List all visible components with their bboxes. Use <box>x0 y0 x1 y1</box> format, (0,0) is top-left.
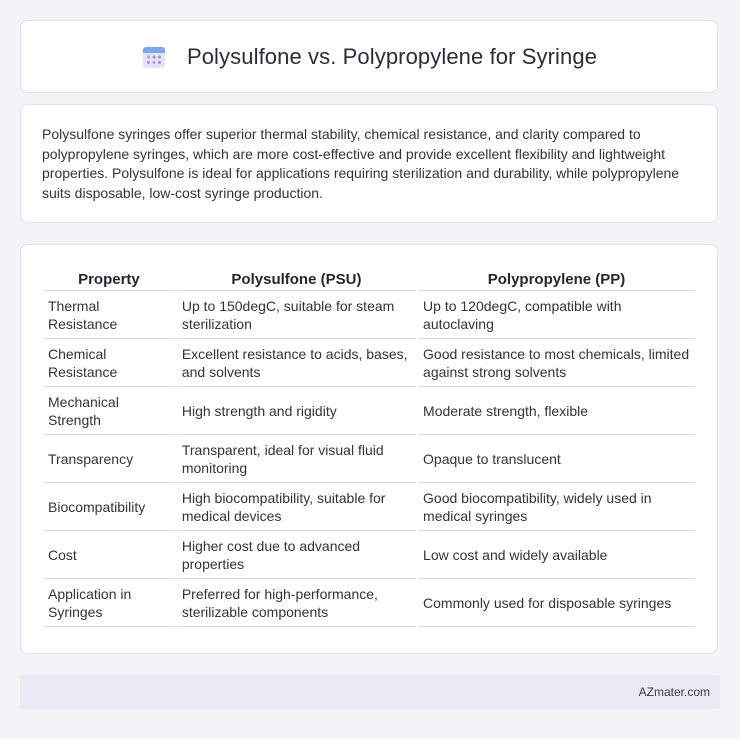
psu-cell: Preferred for high-performance, sterilizable components <box>177 579 416 627</box>
comparison-table <box>41 267 697 627</box>
table-header-row <box>43 267 695 291</box>
property-cell: Cost <box>43 531 175 579</box>
table-row <box>43 435 695 483</box>
psu-cell: High biocompatibility, suitable for medical devices <box>177 483 416 531</box>
property-cell: Mechanical Strength <box>43 387 175 435</box>
pp-cell: Moderate strength, flexible <box>418 387 695 435</box>
comparison-card <box>20 244 718 654</box>
psu-cell: Excellent resistance to acids, bases, and solvents <box>177 339 416 387</box>
table-row <box>43 339 695 387</box>
column-header: Polypropylene (PP) <box>418 267 695 291</box>
pp-cell: Good biocompatibility, widely used in medical syringes <box>418 483 695 531</box>
column-header: Property <box>43 267 175 291</box>
psu-cell: Transparent, ideal for visual fluid monitoring <box>177 435 416 483</box>
pp-cell: Up to 120degC, compatible with autoclaving <box>418 291 695 339</box>
psu-cell: Higher cost due to advanced properties <box>177 531 416 579</box>
table-row <box>43 531 695 579</box>
pp-cell: Low cost and widely available <box>418 531 695 579</box>
pp-cell: Good resistance to most chemicals, limited against strong solvents <box>418 339 695 387</box>
table-row <box>43 483 695 531</box>
table-row <box>43 291 695 339</box>
property-cell: Transparency <box>43 435 175 483</box>
summary-card <box>20 104 718 223</box>
property-cell: Biocompatibility <box>43 483 175 531</box>
pp-cell: Commonly used for disposable syringes <box>418 579 695 627</box>
psu-cell: Up to 150degC, suitable for steam sterilization <box>177 291 416 339</box>
column-header: Polysulfone (PSU) <box>177 267 416 291</box>
page-title: Polysulfone vs. Polypropylene for Syringe <box>186 43 598 69</box>
psu-cell: High strength and rigidity <box>177 387 416 435</box>
footer-bar <box>20 675 720 709</box>
property-cell: Thermal Resistance <box>43 291 175 339</box>
summary-text: Polysulfone syringes offer superior thermal stability, chemical resistance, and clarity compared to polypropylene syringes, which are more cost-effective and provide excellent flexibility and lightweight properties. Polysulfone is ideal for applications requiring sterilization and durability, while polypropylene suits disposable, low-cost syringe production. <box>42 126 680 201</box>
property-cell: Application in Syringes <box>43 579 175 627</box>
table-row <box>43 387 695 435</box>
pp-cell: Opaque to translucent <box>418 435 695 483</box>
footer-brand-link[interactable]: AZmater.com <box>638 685 710 699</box>
table-row <box>43 579 695 627</box>
title-card <box>20 20 718 93</box>
property-cell: Chemical Resistance <box>43 339 175 387</box>
calendar-grid-icon <box>141 44 167 70</box>
